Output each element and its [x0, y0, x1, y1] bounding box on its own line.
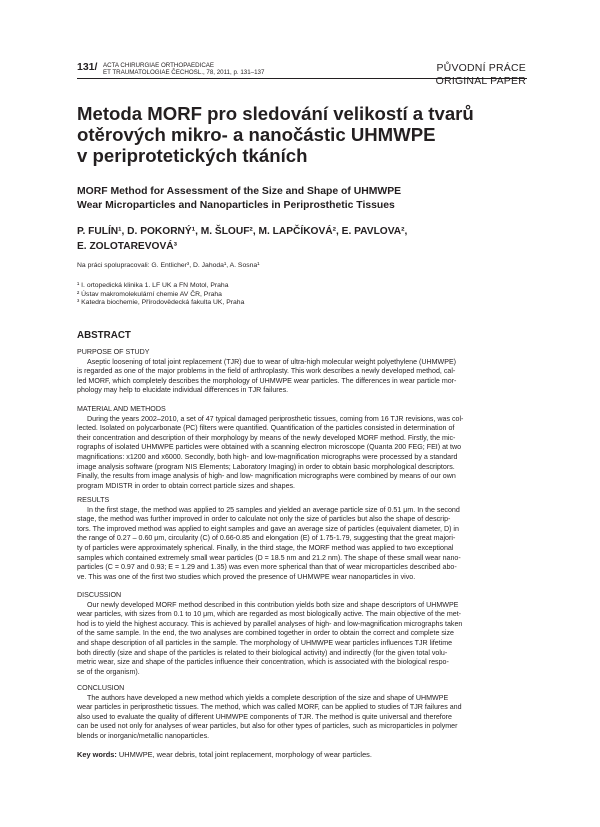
- text-line: blends or inorganic/metallic nanoparticles.: [77, 731, 210, 740]
- text-line: stage, the method was further improved in order to calculate not only the size of particles but also the shape of descrip-: [77, 515, 451, 524]
- text-line: Our newly developed MORF method described in this contribution yields both size and shape descriptors of UHMWPE: [87, 600, 459, 609]
- article-type-label: [436, 62, 526, 87]
- collaborators: Na práci spolupracovali: G. Entlicher³, D. Jahoda¹, A. Sosna¹: [77, 262, 260, 269]
- text-line: and shape description of all particles in the sample. The morphology of UHMWPE wear particles influences TJR lifetime: [77, 638, 453, 647]
- section-heading: PURPOSE OF STUDY: [77, 348, 150, 356]
- text-line: wear particles in periprosthetic tissues. The method, which was called MORF, can be applied to studies of TJR failures and: [77, 703, 462, 712]
- text-line: wear particles, with sizes from 0.1 to 10 μm, which are regarded as most biologically active. The main objective of the met-: [77, 610, 462, 619]
- keywords-label: Key words:: [77, 750, 117, 759]
- text-line: is regarded as one of the major problems in the field of arthroplasty. This work describes a newly developed method, cal-: [77, 367, 456, 376]
- article-type-cz: PŮVODNÍ PRÁCE: [436, 62, 526, 74]
- text-line: of the same sample. In the end, the two analyses are combined together in order to obtain the correct and complete size: [77, 629, 454, 638]
- affiliation: ³ Katedra biochemie, Přírodovědecká fakulta UK, Praha: [77, 299, 245, 306]
- text-line: both directly (size and shape of the particles is related to their biological activity) and indirectly (for the given total volu-: [77, 648, 448, 657]
- abstract-discussion: [77, 591, 529, 677]
- text-line: The authors have developed a new method which yields a complete description of the size and shape of UHMWPE: [87, 693, 449, 702]
- abstract-conclusion: [77, 684, 529, 742]
- subtitle-line: Wear Microparticles and Nanoparticles in Periprosthetic Tissues: [77, 200, 395, 211]
- text-line: Finally, the results from image analysis of high- and low- magnification micrographs were combined by means of our own: [77, 472, 456, 481]
- title-line: Metoda MORF pro sledování velikostí a tvarů: [77, 103, 474, 124]
- text-line: the range of 0.27 – 0.60 μm, circularity (C) of 0.66-0.85 and elongation (E) of 1.75-1.79, suggesting that the great majori-: [77, 534, 456, 543]
- title-line: v periprotetických tkáních: [77, 145, 308, 166]
- text-line: metric wear, size and shape of the particles influence their concentration, which is associated with the biological respo-: [77, 658, 449, 667]
- text-line: program MDISTR in order to obtain correct particle sizes and shapes.: [77, 481, 296, 490]
- text-line: Aseptic loosening of total joint replacement (TJR) due to wear of ultra-high molecular weight polyethylene (UHMWPE): [87, 357, 457, 366]
- affiliation: ¹ I. ortopedická klinika 1. LF UK a FN Motol, Praha: [77, 282, 229, 289]
- section-heading: RESULTS: [77, 496, 110, 504]
- abstract-methods: [77, 405, 529, 491]
- article-english-title: [77, 185, 537, 213]
- journal-name-line-1: ACTA CHIRURGIAE ORTHOPAEDICAE: [103, 62, 215, 69]
- author-line: P. FULÍN¹, D. POKORNÝ¹, M. ŠLOUF², M. LAPČÍKOVÁ², E. PAVLOVA²,: [77, 226, 408, 237]
- text-line: samples which contained extremely small wear particles (D = 18.5 nm and 21.2 nm). The shape of these small wear nano-: [77, 553, 461, 562]
- text-line: can be used not only for analyses of wear particles, but also for other types of particles, such as microparticles in polymer: [77, 722, 458, 731]
- title-line: otěrových mikro- a nanočástic UHMWPE: [77, 124, 436, 145]
- abstract-heading: ABSTRACT: [77, 330, 131, 341]
- text-line: In the first stage, the method was applied to 25 samples and yielded an average particle size of 0.51 μm. In the second: [87, 505, 460, 514]
- text-line: ty of particles were approximately spherical. Finally, in the third stage, the MORF method was applied to two exceptional: [77, 543, 454, 552]
- text-line: their concentration and description of their morphology by means of the newly developed MORF method. Firstly, the mic-: [77, 433, 456, 442]
- text-line: tors. The improved method was applied to eight samples and gave an average size of particles (equivalent diameter, D) in: [77, 524, 459, 533]
- text-line: magnifications: x1200 and x6000. Secondly, both high- and low-magnification micrographs were processed by a standard: [77, 452, 458, 461]
- affiliation: ² Ústav makromolekulární chemie AV ČR, Praha: [77, 290, 222, 298]
- journal-name-line-2: ET TRAUMATOLOGIAE ČECHOSL., 78, 2011, p. 131–137: [103, 69, 265, 76]
- article-type-en: ORIGINAL PAPER: [435, 74, 526, 87]
- author-line: E. ZOLOTAREVOVÁ³: [77, 240, 177, 252]
- text-line: During the years 2002–2010, a set of 47 typical damaged periprosthetic tissues, coming from 16 TJR revisions, was col-: [87, 414, 464, 423]
- text-line: particles (C = 0.97 and 0.93; E = 1.29 and 1.35) was even more spherical than that of wear microparticles described abo-: [77, 563, 457, 572]
- affiliations: [77, 282, 244, 308]
- text-line: led MORF, which completely describes the morphology of UHMWPE wear particles. The differences in wear particle mor-: [77, 376, 457, 385]
- text-line: hod is to yield the highest accuracy. This is achieved by parallel analyses of high- and low-magnification micrographs taken: [77, 619, 463, 628]
- page-number: 131/: [77, 61, 98, 73]
- section-heading: MATERIAL AND METHODS: [77, 405, 166, 413]
- text-line: image analysis software (program NIS Elements; Laboratory Imaging) in order to obtain basic morphological descriptors.: [77, 462, 455, 471]
- text-line: phology may help to elucidate individual differences in TJR failures.: [77, 386, 289, 395]
- subtitle-line: MORF Method for Assessment of the Size and Shape of UHMWPE: [77, 186, 402, 197]
- text-line: also used to evaluate the quality of different UHMWPE components of TJR. The method is quite universal and therefore: [77, 712, 452, 721]
- text-line: ve. This was one of the first two studies which proved the presence of UHMWPE wear nanoparticles in vivo.: [77, 572, 416, 581]
- section-heading: DISCUSSION: [77, 591, 122, 599]
- article-title: [77, 103, 527, 166]
- keywords-text: UHMWPE, wear debris, total joint replacement, morphology of wear particles.: [118, 750, 372, 759]
- abstract-results: [77, 496, 529, 582]
- keywords: [77, 750, 372, 759]
- abstract-purpose: [77, 348, 529, 396]
- section-heading: CONCLUSION: [77, 684, 125, 692]
- text-line: se of the organism).: [77, 667, 140, 676]
- author-list: [77, 225, 537, 254]
- text-line: rographs of isolated UHMWPE particles were obtained with a scanning electron microscope (Quanta 200 FEG; FEI) at two: [77, 443, 462, 452]
- text-line: lected. Isolated on polycarbonate (PC) filters were quantified. Quantification of the particles consisted in determination of: [77, 424, 455, 433]
